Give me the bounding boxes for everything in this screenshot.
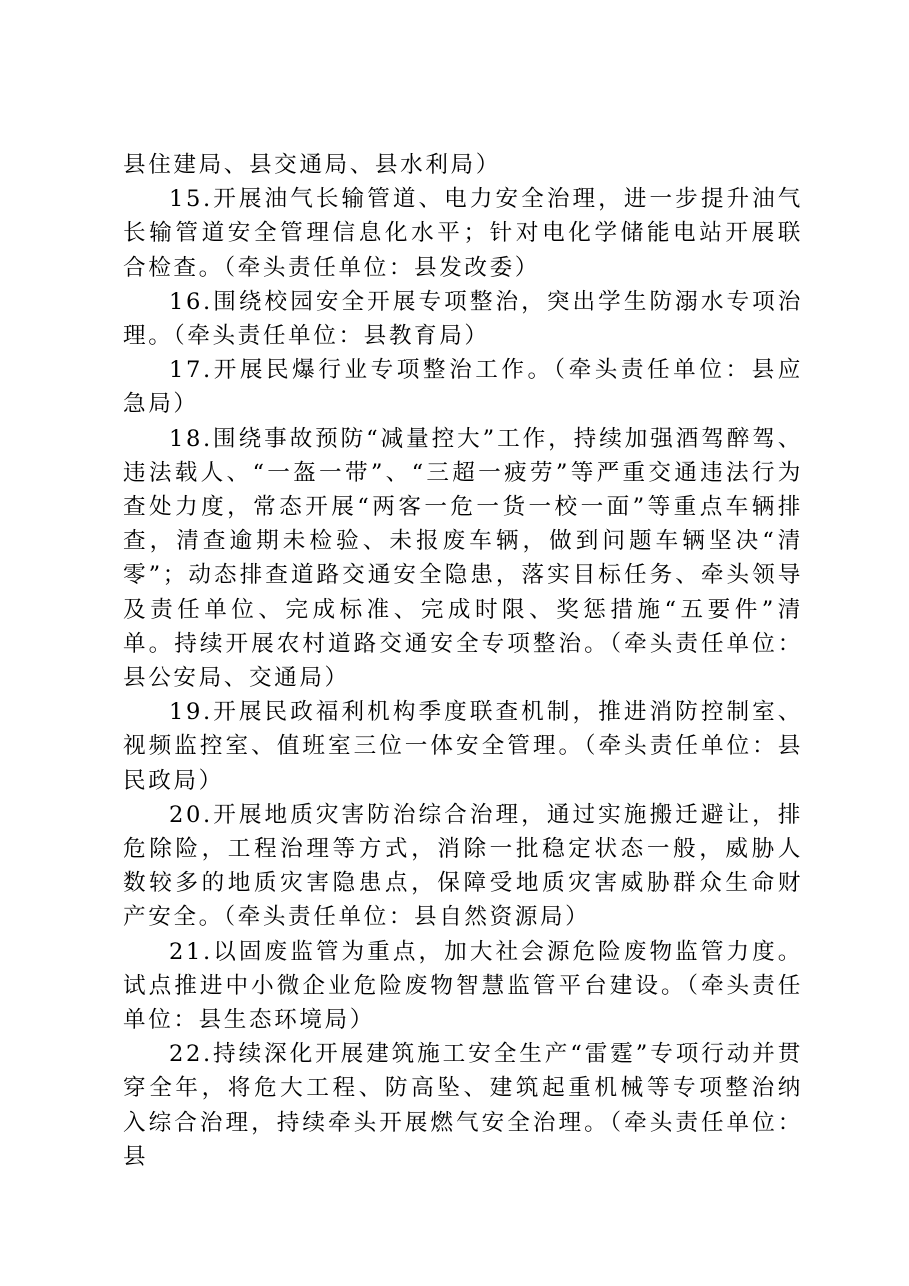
paragraph-item-20: 20.开展地质灾害防治综合治理，通过实施搬迁避让，排危除险，工程治理等方式，消除一批稳定状态一般，威胁人数较多的地质灾害隐患点，保障受地质灾害威胁群众生命财产安全。（牵头责任单位：县自然资源局）	[123, 801, 803, 931]
paragraph-item-22: 22.持续深化开展建筑施工安全生产“雷霆”专项行动并贯穿全年，将危大工程、防高坠、建筑起重机械等专项整治纳入综合治理，持续牵头开展燃气安全治理。（牵头责任单位：县	[123, 1041, 803, 1170]
paragraph-item-15: 15.开展油气长输管道、电力安全治理，进一步提升油气长输管道安全管理信息化水平；针对电化学储能电站开展联合检查。（牵头责任单位：县发改委）	[123, 186, 803, 281]
paragraph-item-17: 17.开展民爆行业专项整治工作。（牵头责任单位：县应急局）	[123, 357, 803, 418]
paragraph-continuation: 县住建局、县交通局、县水利局）	[123, 152, 501, 178]
paragraph-item-18: 18.围绕事故预防“减量控大”工作，持续加强酒驾醉驾、违法载人、“一盔一带”、“三超一疲劳”等严重交通违法行为查处力度，常态开展“两客一危一货一校一面”等重点车辆排查，清查逾期未检验、未报废车辆，做到问题车辆坚决“清零”；动态排查道路交通安全隐患，落实目标任务、牵头领导及责任单位、完成标准、完成时限、奖惩措施“五要件”清单。持续开展农村道路交通安全专项整治。（牵头责任单位：县公安局、交通局）	[123, 425, 803, 692]
paragraph-item-19: 19.开展民政福利机构季度联查机制，推进消防控制室、视频监控室、值班室三位一体安全管理。（牵头责任单位：县民政局）	[123, 699, 803, 794]
paragraph-item-21: 21.以固废监管为重点，加大社会源危险废物监管力度。试点推进中小微企业危险废物智慧监管平台建设。（牵头责任单位：县生态环境局）	[123, 938, 803, 1034]
document-body	[123, 148, 803, 1174]
paragraph-item-16: 16.围绕校园安全开展专项整治，突出学生防溺水专项治理。（牵头责任单位：县教育局）	[123, 288, 803, 350]
